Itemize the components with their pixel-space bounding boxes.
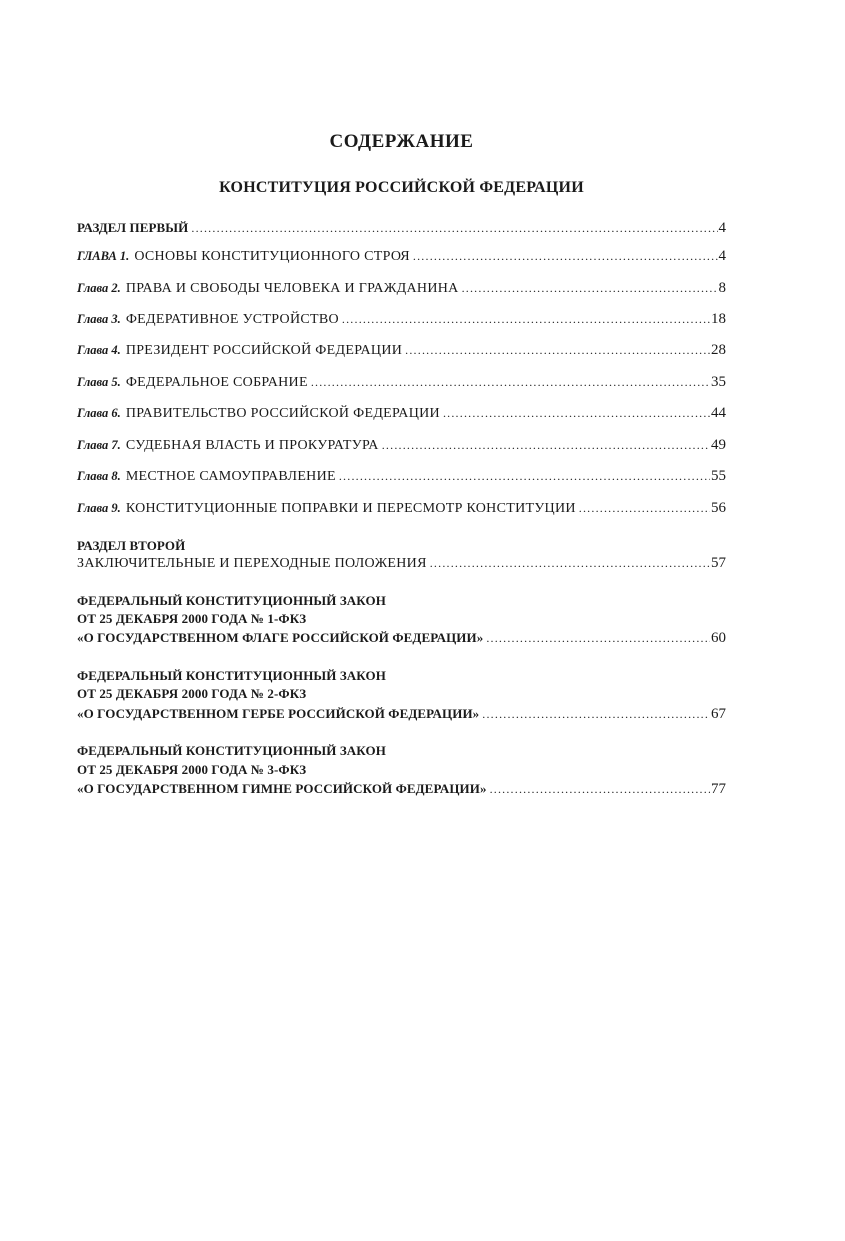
chapter-label: Глава 3.	[77, 312, 121, 326]
page-subtitle: КОНСТИТУЦИЯ РОССИЙСКОЙ ФЕДЕРАЦИИ	[219, 179, 584, 196]
toc-page-number: 60	[711, 630, 726, 646]
toc-page-number: 8	[718, 280, 726, 296]
toc-entry-law-2[interactable]	[77, 704, 726, 724]
toc-entry-law-1[interactable]	[77, 628, 726, 648]
toc-entry-title: ЗАКЛЮЧИТЕЛЬНЫЕ И ПЕРЕХОДНЫЕ ПОЛОЖЕНИЯ	[77, 556, 427, 571]
toc-entry-chapter-9[interactable]	[77, 498, 726, 518]
toc-entry-chapter-6[interactable]	[77, 403, 726, 423]
toc-entry-chapter-2[interactable]	[77, 278, 726, 298]
dot-leader	[405, 340, 710, 360]
chapter-label: Глава 8.	[77, 469, 121, 483]
toc-entry-title: «О ГОСУДАРСТВЕННОМ ФЛАГЕ РОССИЙСКОЙ ФЕДЕРАЦИИ»	[77, 630, 484, 645]
toc-page-number: 4	[718, 220, 726, 236]
toc-entry-title: ПРЕЗИДЕНТ РОССИЙСКОЙ ФЕДЕРАЦИИ	[125, 343, 403, 358]
toc-entry-title: ФЕДЕРАЛЬНОЕ СОБРАНИЕ	[125, 375, 308, 390]
toc-page-number: 77	[711, 781, 726, 797]
dot-leader	[486, 628, 710, 648]
law-2-heading: ФЕДЕРАЛЬНЫЙ КОНСТИТУЦИОННЫЙ ЗАКОН	[77, 668, 386, 683]
law-3-heading: ФЕДЕРАЛЬНЫЙ КОНСТИТУЦИОННЫЙ ЗАКОН	[77, 743, 386, 758]
dot-leader	[413, 246, 718, 266]
dot-leader	[430, 553, 710, 573]
toc-entry-title: ПРАВИТЕЛЬСТВО РОССИЙСКОЙ ФЕДЕРАЦИИ	[125, 406, 440, 421]
toc-page-number: 28	[711, 342, 726, 358]
toc-entry-title: РАЗДЕЛ ПЕРВЫЙ	[77, 220, 189, 235]
toc-entry-chapter-3[interactable]	[77, 309, 726, 329]
toc-entry-section-1[interactable]	[77, 218, 726, 238]
toc-page-number: 49	[711, 437, 726, 453]
toc-entry-title: ОСНОВЫ КОНСТИТУЦИОННОГО СТРОЯ	[134, 249, 410, 264]
chapter-label: ГЛАВА 1.	[77, 249, 130, 263]
dot-leader	[579, 498, 710, 518]
toc-entry-title: «О ГОСУДАРСТВЕННОМ ГЕРБЕ РОССИЙСКОЙ ФЕДЕРАЦИИ»	[77, 706, 480, 721]
toc-entry-chapter-7[interactable]	[77, 435, 726, 455]
toc-entry-law-3[interactable]	[77, 779, 726, 799]
dot-leader	[462, 278, 718, 298]
toc-entry-title: МЕСТНОЕ САМОУПРАВЛЕНИЕ	[125, 469, 336, 484]
dot-leader	[482, 704, 710, 724]
chapter-label: Глава 2.	[77, 281, 121, 295]
toc-page-number: 55	[711, 468, 726, 484]
toc-page-number: 56	[711, 500, 726, 516]
chapter-label: Глава 6.	[77, 406, 121, 420]
toc-entry-title: ФЕДЕРАТИВНОЕ УСТРОЙСТВО	[125, 312, 339, 327]
toc-page-number: 44	[711, 405, 726, 421]
dot-leader	[443, 403, 710, 423]
law-1-heading: ФЕДЕРАЛЬНЫЙ КОНСТИТУЦИОННЫЙ ЗАКОН	[77, 593, 386, 608]
toc-page-number: 4	[718, 248, 726, 264]
toc-entry-chapter-1[interactable]	[77, 246, 726, 266]
dot-leader	[382, 435, 710, 455]
toc-entry-chapter-8[interactable]	[77, 466, 726, 486]
toc-page-number: 57	[711, 555, 726, 571]
toc-entry-title: КОНСТИТУЦИОННЫЕ ПОПРАВКИ И ПЕРЕСМОТР КОНСТИТУЦИИ	[125, 501, 576, 516]
dot-leader	[191, 218, 717, 238]
toc-entry-section-2[interactable]	[77, 553, 726, 573]
toc-entry-title: «О ГОСУДАРСТВЕННОМ ГИМНЕ РОССИЙСКОЙ ФЕДЕРАЦИИ»	[77, 781, 487, 796]
toc-entry-chapter-5[interactable]	[77, 372, 726, 392]
chapter-label: Глава 4.	[77, 343, 121, 357]
dot-leader	[339, 466, 710, 486]
law-1-date: ОТ 25 ДЕКАБРЯ 2000 ГОДА № 1-ФКЗ	[77, 611, 307, 626]
dot-leader	[311, 372, 710, 392]
dot-leader	[490, 779, 710, 799]
toc-entry-chapter-4[interactable]	[77, 340, 726, 360]
chapter-label: Глава 7.	[77, 438, 121, 452]
dot-leader	[342, 309, 710, 329]
toc-page-number: 67	[711, 706, 726, 722]
section-2-heading: РАЗДЕЛ ВТОРОЙ	[77, 538, 186, 553]
chapter-label: Глава 5.	[77, 375, 121, 389]
toc-page-number: 18	[711, 311, 726, 327]
law-3-date: ОТ 25 ДЕКАБРЯ 2000 ГОДА № 3-ФКЗ	[77, 762, 307, 777]
law-2-date: ОТ 25 ДЕКАБРЯ 2000 ГОДА № 2-ФКЗ	[77, 686, 307, 701]
page-title: СОДЕРЖАНИЕ	[329, 131, 474, 152]
toc-page-number: 35	[711, 374, 726, 390]
chapter-label: Глава 9.	[77, 501, 121, 515]
toc-entry-title: ПРАВА И СВОБОДЫ ЧЕЛОВЕКА И ГРАЖДАНИНА	[125, 281, 459, 296]
toc-entry-title: СУДЕБНАЯ ВЛАСТЬ И ПРОКУРАТУРА	[125, 438, 379, 453]
